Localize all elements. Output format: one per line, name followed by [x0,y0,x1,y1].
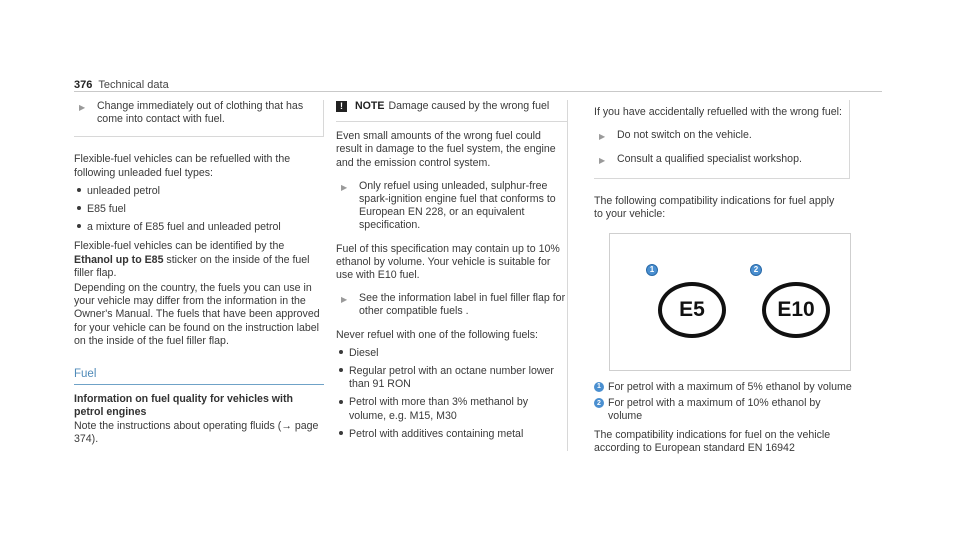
ethanol-paragraph: Fuel of this specification may contain up to 10% ethanol by volume. Your vehicle is suitable for use with E10 fuel. [336,242,560,282]
compatibility-intro: The following compatibility indications for fuel apply to your vehicle: [594,194,835,220]
page-number: 376 [74,79,93,91]
triangle-right-icon: ▶ [599,132,606,142]
fuel-compatibility-figure [609,233,851,371]
bullet-icon [336,396,349,422]
list-item: a mixture of E85 fuel and unleaded petrol [74,221,324,234]
warning-step-box [74,100,324,137]
bullet-icon [74,203,87,216]
list-item: Regular petrol with an octane number lower than 91 RON [336,365,567,391]
list-item: E85 fuel [74,203,324,216]
bullet-icon [74,221,87,234]
note-label: NOTE [355,100,385,112]
triangle-right-icon: ▶ [79,103,86,112]
legend-item: 2 For petrol with a maximum of 10% ethanol by volume [594,397,854,423]
callout-badge-1: 1 [646,264,658,276]
e10-fuel-label: E10 [762,282,830,338]
warning-icon: ! [336,101,347,112]
step-item [74,100,323,126]
note-body [336,121,567,441]
step-item: ▶ Only refuel using unleaded, sulphur-free spark-ignition engine fuel that conforms to European EN 228, or an equivalent specification. [341,179,556,232]
header-divider [74,91,882,92]
fuel-section-heading: Fuel [74,368,324,385]
damage-paragraph: Even small amounts of the wrong fuel could result in damage to the fuel system, the engine and the emission control system. [336,130,556,169]
step-item: ▶ Do not switch on the vehicle. [594,129,849,143]
column-middle [336,100,568,451]
section-title: Technical data [98,79,169,91]
legend-badge-1: 1 [594,382,604,392]
accident-intro: If you have accidentally refuelled with the wrong fuel: [594,106,842,118]
operating-fluids-note: Note the instructions about operating fluids (→ page 374). [74,419,319,445]
callout-badge-2: 2 [750,264,762,276]
list-item: unleaded petrol [74,185,324,198]
legend-item: 1 For petrol with a maximum of 5% ethanol by volume [594,381,854,394]
bullet-icon [336,365,349,391]
closing-paragraph: The compatibility indications for fuel on the vehicle according to European standard EN 16942 [594,428,831,454]
note-title: Damage caused by the wrong fuel [388,100,550,112]
figure-legend [594,381,854,455]
country-paragraph: Depending on the country, the fuels you can use in your vehicle may differ from the information in the Owner's Manual. The fuels that have been approved for your vehicle can be found on the instruction label on the inside of the fuel filler flap. [74,282,320,347]
bullet-icon [74,185,87,198]
note-header [336,100,567,121]
e5-fuel-label: E5 [658,282,726,338]
bullet-icon [336,347,349,360]
step-item: ▶ Consult a qualified specialist workshop. [594,153,849,167]
flex-fuel-intro: Flexible-fuel vehicles can be refuelled with the following unleaded fuel types: [74,153,291,179]
sticker-name: Ethanol up to E85 [74,253,164,266]
column-right [594,100,870,455]
triangle-right-icon: ▶ [341,295,348,305]
legend-badge-2: 2 [594,398,604,408]
list-item: Petrol with more than 3% methanol by volume, e.g. M15, M30 [336,396,567,422]
never-refuel-intro: Never refuel with one of the following fuels: [336,328,538,341]
column-left [74,100,324,446]
fuel-type-list [74,185,324,235]
fuel-quality-subheading: Information on fuel quality for vehicles with petrol engines [74,393,293,419]
list-item: Diesel [336,347,567,360]
list-item: Petrol with additives containing metal [336,428,567,441]
step-text: Change immediately out of clothing that has come into contact with fuel. [97,100,304,126]
triangle-right-icon: ▶ [341,182,348,192]
identify-paragraph: Flexible-fuel vehicles can be identified by the Ethanol up to E85 sticker on the inside of the fuel filler flap. [74,240,310,279]
accident-box [594,100,850,179]
bullet-icon [336,428,349,441]
step-item: ▶ See the information label in fuel filler flap for other compatible fuels . [341,292,566,318]
forbidden-fuel-list [336,347,567,441]
triangle-right-icon: ▶ [599,156,606,166]
